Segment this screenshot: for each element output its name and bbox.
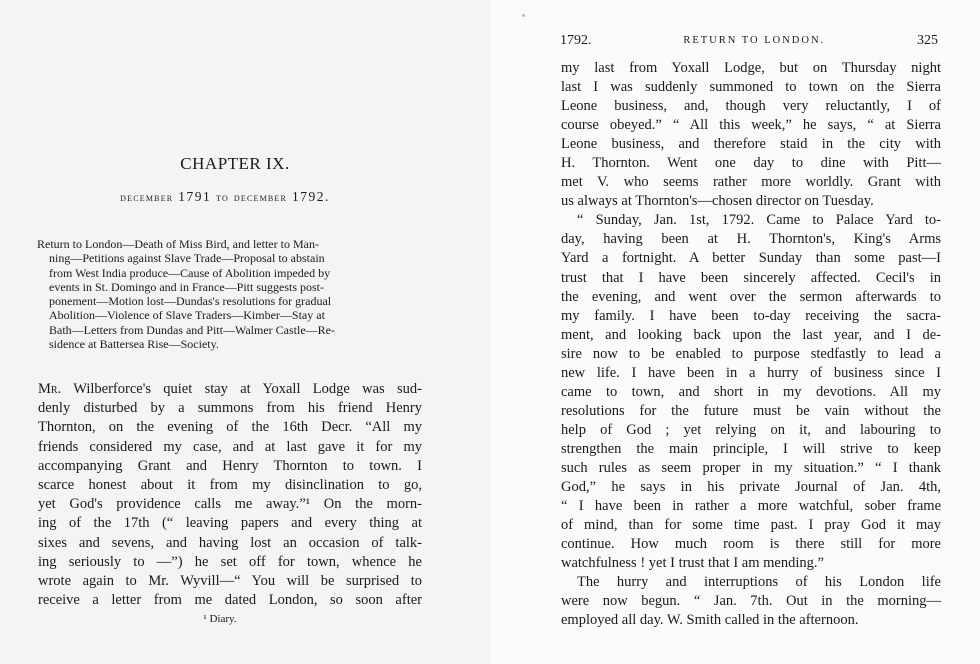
body-line: “ Sunday, Jan. 1st, 1792. Came to Palace Yard to- (577, 212, 941, 229)
running-head-year: 1792. (560, 33, 592, 48)
page-number: 325 (916, 33, 938, 48)
body-line: came to town, and short in my devotions. All my (561, 383, 941, 400)
body-line: H. Thornton. Went one day to dine with Pitt— (561, 155, 941, 172)
body-line: The hurry and interruptions of his London life (577, 574, 941, 591)
footnote: ¹ Diary. (203, 613, 237, 625)
body-line: scarce honest about it from my disinclination to go, (38, 477, 422, 494)
chapter-title: CHAPTER IX. (180, 154, 290, 173)
body-line: new life. I have been in a hurry of business since I (561, 364, 941, 381)
chapter-date-range (0, 189, 450, 205)
summary-line: ning—Petitions against Slave Trade—Proposal to abstain (49, 251, 325, 266)
body-line: sixes and sevens, and having lost an occasion of talk- (38, 534, 422, 551)
date-from-month: december (120, 190, 174, 204)
body-line: receive a letter from me dated London, so soon after (38, 592, 422, 609)
date-to-year: 1792. (291, 189, 330, 204)
body-line: such rules as seem proper in my situation.” “ I thank (561, 459, 941, 476)
body-line: strengthen the main principle, I will strive to keep (561, 440, 941, 457)
body-line: Thornton, on the evening of the 16th Decr. “All my (38, 419, 422, 436)
body-line: friends considered my case, and at last gave it for my (38, 438, 422, 455)
body-line: met V. who seems rather more worldly. Grant with (561, 174, 941, 191)
body-line: Leone business, and therefore staid in the city with (561, 136, 941, 153)
body-line (38, 380, 422, 399)
summary-line: Bath—Letters from Dundas and Pitt—Walmer Castle—Re- (49, 322, 335, 337)
body-line: ment, and looking back upon the last year, and I de- (561, 326, 941, 343)
body-line: trust that I have been sincerely affected. Cecil's in (561, 269, 941, 286)
date-from-year: 1791 (178, 189, 212, 204)
date-to-word: to (216, 190, 230, 204)
opening-word: Mr. (38, 381, 62, 397)
summary-line: sidence at Battersea Rise—Society. (49, 337, 219, 352)
body-line: my last from Yoxall Lodge, but on Thursday night (561, 60, 941, 76)
left-body-text (38, 380, 422, 610)
summary-line: events in St. Domingo and in France—Pitt suggests post- (49, 279, 324, 294)
body-line: God,” he says in his private Journal of Jan. 4th, (561, 479, 941, 496)
body-line: my family. I have been to-day receiving the sacra- (561, 307, 941, 324)
body-line: course obeyed.” “ All this week,” he says, “ at Sierra (561, 117, 941, 134)
chapter-summary (37, 237, 417, 351)
body-line: Leone business, and, though very reluctantly, I of (561, 98, 941, 115)
body-line: ing seriously to —”) he set off for town, whence he (38, 553, 422, 570)
body-line: us always at Thornton's—chosen director on Tuesday. (561, 193, 874, 210)
body-line: denly disturbed by a summons from his friend Henry (38, 400, 422, 417)
body-line: resolutions for the future must be vain without the (561, 402, 941, 419)
body-line: watchfulness ! yet I trust that I am mending.” (561, 555, 824, 572)
summary-line: Return to London—Death of Miss Bird, and letter to Man- (37, 237, 319, 251)
running-head-title: RETURN TO LONDON. (683, 35, 826, 46)
gutter-speck (522, 14, 525, 17)
opening-line-rest: Wilberforce's quiet stay at Yoxall Lodge was sud- (73, 381, 422, 397)
body-line: day, having been at H. Thornton's, King's Arms (561, 231, 941, 248)
body-line: yet God's providence calls me away.”¹ On the morn- (38, 496, 422, 513)
body-line: sire now to be enabled to purpose stedfastly to lead a (561, 345, 941, 362)
body-line: “ I have been in rather a more watchful, sober frame (561, 498, 941, 515)
summary-line: from West India produce—Cause of Abolition impeded by (49, 265, 331, 280)
body-line: continue. How much room is there still for more (561, 536, 941, 553)
body-line: help of God ; yet relying on it, and labouring to (561, 421, 941, 438)
body-line: ing of the 17th (“ leaving papers and every thing at (38, 515, 422, 532)
body-line: accompanying Grant and Henry Thornton to town. I (38, 457, 422, 474)
running-head (560, 33, 938, 49)
body-line: of mind, than for some time past. I pray God it may (561, 517, 941, 534)
body-line: employed all day. W. Smith called in the afternoon. (561, 612, 859, 629)
body-line: Yard a fortnight. A better Sunday than some past—I (561, 250, 941, 267)
body-line: the evening, and went over the sermon afterwards to (561, 288, 941, 305)
right-body-text (561, 59, 941, 630)
summary-line: ponement—Motion lost—Dundas's resolutions for gradual (49, 294, 332, 309)
summary-line: Abolition—Violence of Slave Traders—Kimber—Stay at (49, 308, 325, 323)
body-line: were now begun. “ Jan. 7th. Out in the morning— (561, 593, 941, 610)
date-to-month: december (233, 190, 288, 204)
body-line: last I was suddenly summoned to town on the Sierra (561, 79, 941, 96)
body-line: wrote again to Mr. Wyvill—“ You will be surprised to (38, 573, 422, 590)
